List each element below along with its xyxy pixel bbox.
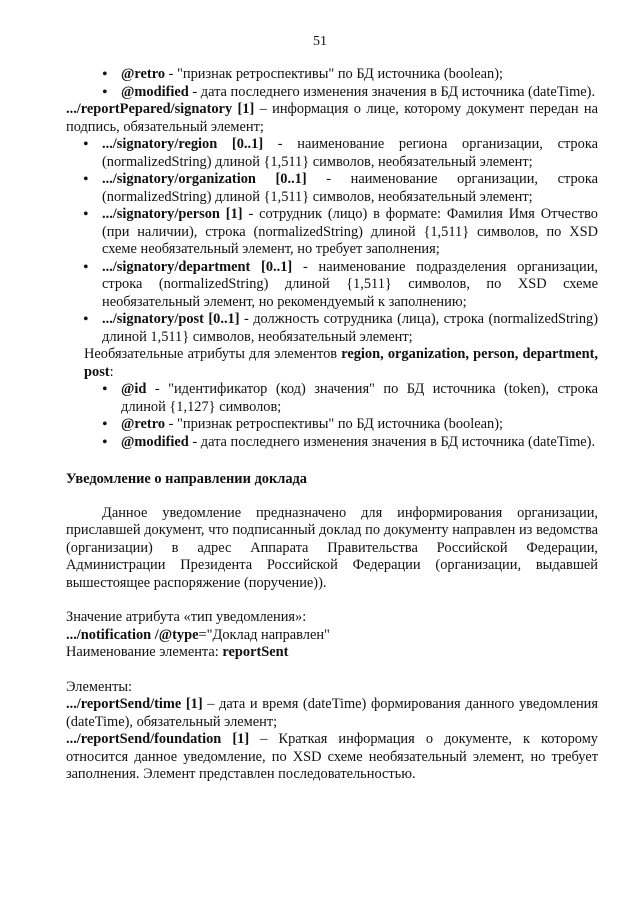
signatory-path: .../reportPepared/signatory [1] <box>66 101 255 117</box>
item-text: - "признак ретроспективы" по БД источника (boolean); <box>165 66 504 82</box>
attr-value-line <box>66 627 598 645</box>
signatory-desc: – информация о лице, которому документ передан на подпись, обязательный элемент; <box>66 101 598 135</box>
element-name-line <box>66 644 598 662</box>
optional-attrs-paragraph <box>66 346 598 381</box>
attr-term: @modified <box>121 83 189 100</box>
attr-bullet-list <box>66 381 598 451</box>
page-body <box>66 66 598 784</box>
item-text: - дата последнего изменения значения в БД источника (dateTime). <box>188 433 596 450</box>
top-bullet-list <box>66 66 598 101</box>
page-number: 51 <box>313 34 327 49</box>
optional-attrs-tail: : <box>109 363 114 380</box>
list-item <box>66 434 598 452</box>
element-name-value: reportSent <box>222 644 289 660</box>
element-name-label: Наименование элемента: <box>66 644 223 660</box>
list-item <box>66 416 598 434</box>
list-item <box>66 259 598 312</box>
section-heading <box>66 471 598 489</box>
attr-term: @modified <box>121 433 189 450</box>
attr-value: ="Доклад направлен" <box>198 626 330 643</box>
list-item <box>66 66 598 84</box>
optional-attrs-elements: region, organization, person, department, post <box>84 346 598 380</box>
list-item <box>66 171 598 206</box>
item-text: - наименование региона организации, строка (normalizedString) длиной {1,511} символов, необязательный элемент; <box>102 136 598 170</box>
attr-term: @retro <box>121 66 166 82</box>
item-text: - наименование подразделения организации, строка (normalizedString) длиной {1,511} символов, по XSD схеме необязательный элемент, но рекомендуемый к заполнению; <box>102 258 598 310</box>
list-item <box>66 206 598 259</box>
attr-term: @retro <box>121 416 166 432</box>
item-text: – Краткая информация о документе, к которому относится данное уведомление, по XSD схеме необязательный элемент, но требует заполнения. Элемент представлен последовательностью. <box>66 731 598 782</box>
element-term: .../reportSend/foundation [1] <box>66 731 250 747</box>
element-term: .../signatory/department [0..1] <box>102 258 293 275</box>
item-text: - "идентификатор (код) значения" по БД источника (token), строка длиной {1,127} символов; <box>121 381 598 415</box>
element-term: .../signatory/post [0..1] <box>102 311 240 327</box>
element-paragraph <box>66 696 598 731</box>
elements-label: Элементы: <box>66 678 133 695</box>
item-text: - "признак ретроспективы" по БД источника (boolean); <box>165 416 504 432</box>
element-term: .../reportSend/time [1] <box>66 696 203 712</box>
section-heading-text: Уведомление о направлении доклада <box>66 471 307 487</box>
element-term: .../signatory/region [0..1] <box>102 136 264 152</box>
list-item <box>66 84 598 102</box>
item-text: - сотрудник (лицо) в формате: Фамилия Имя Отчество (при наличии), строка (normalizedString) длиной {1,511} символов, по XSD схеме необязательный элемент, но требует заполнения; <box>102 206 598 257</box>
list-item <box>66 381 598 416</box>
list-item <box>66 311 598 346</box>
section-paragraph: Данное уведомление предназначено для информирования организации, приславшей документ, что подписанный доклад по документу направлен из ведомства (организации) в адрес Аппарата Правительства Российской Федерации, Администрации Президента Российской Федерации (организации, выдавшей вышестоящее распоряжение (поручение)). <box>66 504 598 591</box>
signatory-paragraph <box>66 101 598 136</box>
element-paragraph <box>66 731 598 784</box>
element-term: .../signatory/person [1] <box>102 206 243 222</box>
element-term: .../signatory/organization [0..1] <box>102 171 307 187</box>
item-text: - дата последнего изменения значения в БД источника (dateTime). <box>188 83 596 100</box>
signatory-item-list <box>66 136 598 346</box>
attr-caption: Значение атрибута «тип уведомления»: <box>66 609 307 625</box>
list-item <box>66 136 598 171</box>
item-text: - наименование организации, строка (normalizedString) длиной {1,511} символов, необязательный элемент; <box>102 171 598 205</box>
item-text: – дата и время (dateTime) формирования данного уведомления (dateTime), обязательный элемент; <box>66 696 599 730</box>
item-text: - должность сотрудника (лица), строка (normalizedString) длиной 1,511} символов, необязательный элемент; <box>102 311 598 345</box>
attr-path: .../notification /@type <box>66 626 199 643</box>
optional-attrs-lead: Необязательные атрибуты для элементов <box>84 346 342 362</box>
attr-term: @id <box>121 381 147 397</box>
